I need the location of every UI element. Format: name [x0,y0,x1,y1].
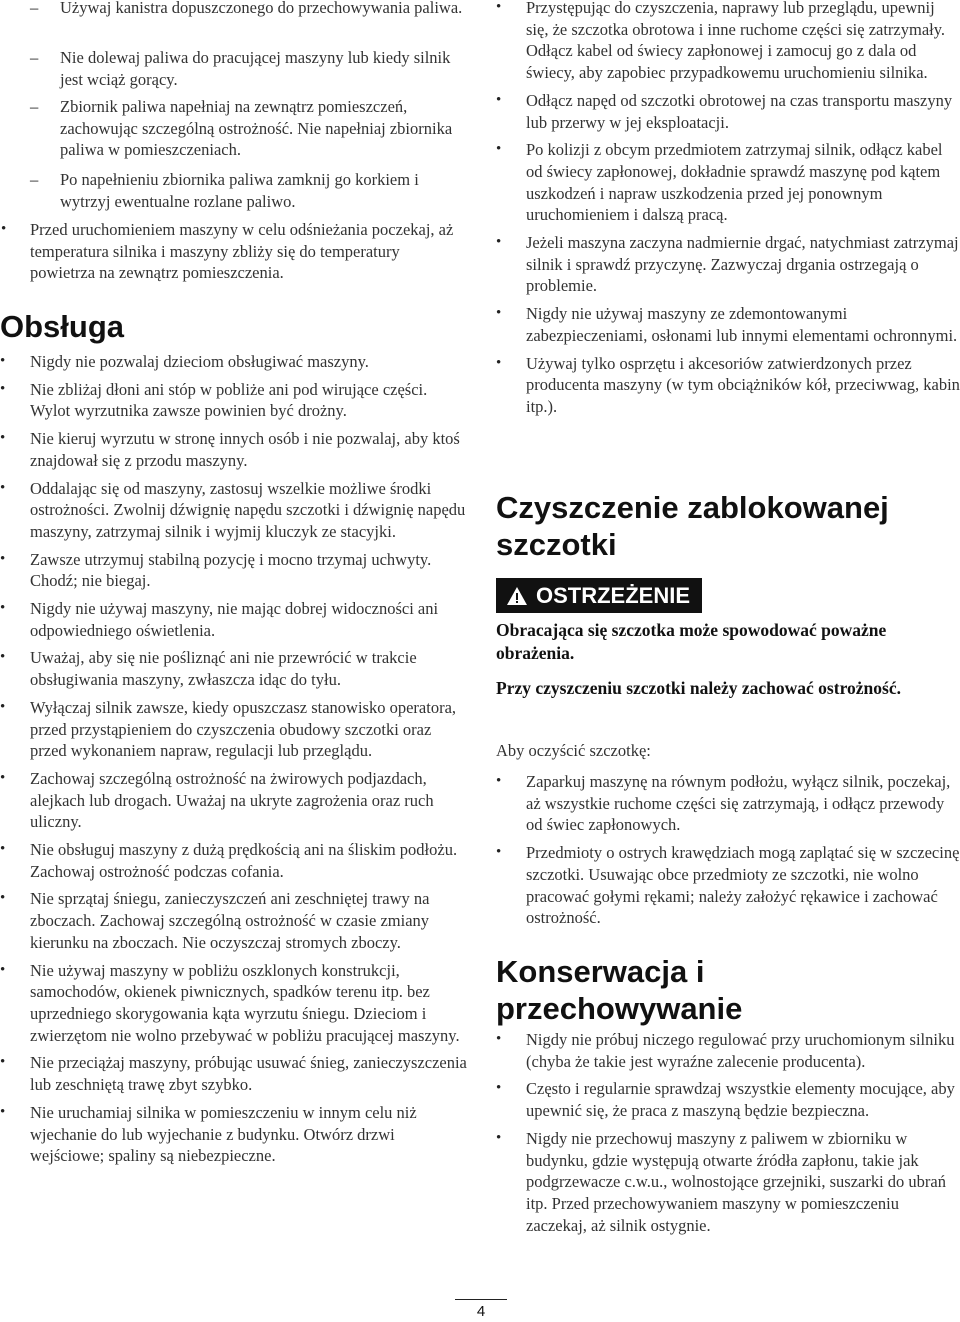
list-item: • Zachowaj szczególną ostrożność na żwirowych podjazdach, alejkach lub drogach. Uważaj na ukryte zagrożenia oraz ruch uliczny. [0,768,434,832]
section-heading-czyszczenie: Czyszczenie zablokowanej szczotki [496,490,889,562]
list-item: – Używaj kanistra dopuszczonego do przechowywania paliwa. [30,0,463,17]
list-item: • Zaparkuj maszynę na równym podłożu, wyłącz silnik, poczekaj, aż wszystkie ruchome części się zatrzymają, i odłącz przewody od świec zapłonowych. [496,772,951,835]
list-item: • Nie używaj maszyny w pobliżu oszklonych konstrukcji, samochodów, okienek piwnicznych, spadków terenu itp. bez uprzedniego skorygowania kąta wyrzutu śniegu. Dzieciom i zwierzętom nie wolno przebywać w pobliżu pracującej maszyny. [0,960,460,1045]
obsluga-list [0,351,468,1173]
maintenance-safety-list [496,0,960,424]
list-item: • Przed uruchomieniem maszyny w celu odśnieżania poczekaj, aż temperatura silnika i maszyny zbliży się do temperatury powietrza na zewnątrz pomieszczenia. [1,220,454,283]
list-item: • Oddalając się od maszyny, zastosuj wszelkie możliwe środki ostrożności. Zwolnij dźwignię napędu szczotki i dźwignię napędu maszyny, zatrzymaj silnik i wyjmij kluczyk ze stacyjki. [0,478,466,541]
list-item: • Często i regularnie sprawdzaj wszystkie elementy mocujące, aby upewnić się, że praca z maszyną będzie bezpieczna. [496,1079,955,1121]
list-item: • Nie uruchamiaj silnika w pomieszczeniu w innym celu niż wjechanie do lub wyjechanie z budynku. Otwórz drzwi wejściowe; spaliny są niebezpieczne. [0,1102,417,1166]
section-heading-obsluga: Obsługa [0,309,125,344]
list-item: • Nie zbliżaj dłoni ani stóp w pobliże ani pod wirujące części. Wylot wyrzutnika zawsze powinien być drożny. [0,379,428,421]
warning-text: Przy czyszczeniu szczotki należy zachować ostrożność. [496,678,901,698]
list-item: • Nigdy nie używaj maszyny ze zdemontowanymi zabezpieczeniami, osłonami lub innymi elementami ochronnymi. [496,304,958,345]
warning-triangle-icon [506,586,528,606]
list-item: • Nie obsługuj maszyny z dużą prędkością ani na śliskim podłożu. Zachowaj ostrożność podczas cofania. [0,840,458,881]
page-number: 4 [476,1303,486,1320]
list-item: • Nie kieruj wyrzutu w stronę innych osób i nie pozwalaj, aby ktoś znajdował się z przodu maszyny. [0,429,460,470]
list-item: • Nigdy nie przechowuj maszyny z paliwem w zbiorniku w budynku, gdzie występują otwarte źródła zapłonu, takie jak podgrzewacze c.w.u., wolnostojące grzejniki, suszarki do ubrań itp. Przed przechowywaniem maszyny w pomieszczeniu zaczekaj, aż silnik ostygnie. [496,1128,946,1235]
list-item: – Zbiornik paliwa napełniaj na zewnątrz pomieszczeń, zachowując szczególną ostrożność. Nie napełniaj zbiornika paliwa w pomieszczeniach. [30,97,453,160]
list-item: • Wyłączaj silnik zawsze, kiedy opuszczasz stanowisko operatora, przed przystąpieniem do czyszczenia obudowy szczotki oraz przed wykonaniem napraw, regulacji lub przeglądu. [0,697,457,761]
list-item: • Nigdy nie pozwalaj dzieciom obsługiwać maszyny. [0,352,369,371]
section-heading-konserwacja: Konserwacja i przechowywanie [496,954,743,1026]
list-item: • Uważaj, aby się nie pośliznąć ani nie przewrócić w trakcie obsługiwania maszyny, zwłaszcza idąc do tyłu. [0,648,417,690]
list-item: • Przedmioty o ostrych krawędziach mogą zaplątać się w szczecinę szczotki. Usuwając obce przedmioty ze szczotki, nie wolno pracować gołymi rękami; należy założyć rękawice i zachować ostrożność. [496,843,960,928]
list-item: • Używaj tylko osprzętu i akcesoriów zatwierdzonych przez producenta maszyny (w tym obciążników kół, przeciwwag, kabin itp.). [496,353,960,416]
page-number-rule [455,1299,507,1300]
list-item: • Zawsze utrzymuj stabilną pozycję i mocno trzymaj uchwyty. Chodź; nie biegaj. [0,549,432,591]
list-item: • Jeżeli maszyna zaczyna nadmiernie drgać, natychmiast zatrzymaj silnik i sprawdź przyczynę. Zazwyczaj drgania ostrzegają o problemie. [496,233,959,296]
warning-banner [496,578,702,613]
czyszczenie-list [496,771,960,935]
konserwacja-list [496,1029,960,1242]
list-item: – Nie dolewaj paliwa do pracującej maszyny lub kiedy silnik jest wciąż gorący. [30,48,451,89]
intro-text: Aby oczyścić szczotkę: [496,741,651,760]
list-item: • Przystępując do czyszczenia, naprawy lub przeglądu, upewnij się, że szczotka obrotowa i inne ruchome części się zatrzymały. Odłącz kabel od świecy zapłonowej i zamocuj go z dala od świecy, aby zapobiec przypadkowemu uruchomieniu silnika. [496,0,946,83]
list-item: • Nigdy nie używaj maszyny, nie mając dobrej widoczności ani odpowiedniego oświetlenia. [0,599,439,640]
list-item: • Nigdy nie próbuj niczego regulować przy uruchomionym silniku (chyba że takie jest wyraźne zalecenie producenta). [496,1030,955,1071]
warning-text: Obracająca się szczotka może spowodować poważne obrażenia. [496,620,887,663]
list-item: • Odłącz napęd od szczotki obrotowej na czas transportu maszyny lub przerwy w jej eksploatacji. [496,90,953,132]
list-item: • Nie przeciążaj maszyny, próbując usuwać śnieg, zanieczyszczenia lub zeschniętą trawę zbyt szybko. [0,1053,467,1095]
warning-label: OSTRZEŻENIE [535,582,690,608]
list-item: • Nie sprzątaj śniegu, zanieczyszczeń ani zeschniętej trawy na zboczach. Zachowaj szczególną ostrożność w czasie zmiany kierunku na zboczach. Nie oczyszczaj stromych zboczy. [0,889,430,952]
list-item: • Po kolizji z obcym przedmiotem zatrzymaj silnik, odłącz kabel od świecy zapłonowej, dokładnie sprawdź maszynę pod kątem uszkodzeń i napraw uszkodzenia przed jej ponownym uruchomieniem i dalszą pracą. [496,140,943,225]
list-item: – Po napełnieniu zbiornika paliwa zamknij go korkiem i wytrzyj ewentualne rozlane paliwo. [30,170,419,211]
